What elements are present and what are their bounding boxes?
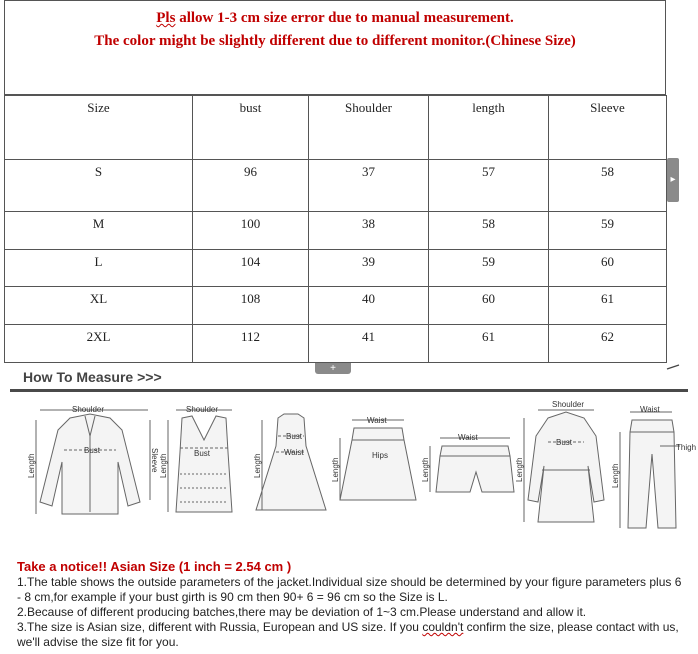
table-cell: S [5,160,193,212]
dress-figure [256,414,326,510]
bust-label: Bust [556,438,573,447]
skirt-figure [340,420,416,500]
notice-pls: Pls [156,10,176,26]
how-to-measure-title: How To Measure >>> [23,369,162,385]
table-row [5,250,667,287]
header-cell: Sleeve [549,96,667,160]
table-cell: 60 [549,250,667,287]
table-cell: 58 [429,212,549,250]
notice-paragraph-3-end: confirm the size, please contact with us, we'll advise the size fit for you. [17,620,679,649]
table-row [5,160,667,212]
length-label: Length [159,453,168,478]
table-header-row [5,96,667,160]
length-label: Length [253,453,262,478]
hips-label: Hips [372,451,389,460]
waist-label: Waist [367,416,387,425]
bust-label: Bust [286,432,303,441]
table-cell: 61 [549,287,667,325]
table-cell: L [5,250,193,287]
jacket-figure [36,410,150,514]
table-row [5,325,667,363]
pants-figure [620,412,680,528]
shoulder-label: Shoulder [552,400,585,409]
bust-label: Bust [194,449,211,458]
table-cell: 41 [309,325,429,363]
table-cell: 2XL [5,325,193,363]
notice-paragraph-1: 1.The table shows the outside parameters of the jacket.Individual size should be determined by your figure parameters plus 6 - 8 cm,for example if your bust girth is 90 cm then 90+ 6 = 96 cm so the Size is L. [17,575,682,604]
thigh-label: Thigh [676,443,697,452]
notice-paragraph-3 [17,620,687,650]
table-cell: 59 [429,250,549,287]
table-cell: 108 [193,287,309,325]
notice-paragraph-3-start: 3.The size is Asian size, different with Russia, European and US size. If you [17,620,423,634]
table-cell: M [5,212,193,250]
header-cell: bust [193,96,309,160]
length-label: Length [331,457,340,482]
table-cell: 37 [309,160,429,212]
coat-figure [524,410,604,522]
waist-label: Waist [458,433,478,442]
tank-top-figure [168,410,232,512]
waist-label: Waist [284,448,304,457]
notice-paragraph-3-misspelled: couldn't [422,620,464,634]
side-expand-tab[interactable]: ▸ [667,158,679,202]
header-cell: length [429,96,549,160]
table-cell: 38 [309,212,429,250]
table-cell: 104 [193,250,309,287]
length-label: Length [421,457,430,482]
notice-heading: Take a notice!! Asian Size (1 inch = 2.54 cm ) [17,559,292,574]
corner-arrow-icon [666,364,680,370]
table-cell: 96 [193,160,309,212]
notice-line-1-text: allow 1-3 cm size error due to manual measurement. [175,10,514,26]
expand-plus-tab[interactable]: + [315,363,351,374]
sleeve-label: Sleeve [150,448,159,473]
length-label: Length [611,463,620,488]
notice-line-2: The color might be slightly different due to different monitor.(Chinese Size) [94,33,576,49]
table-cell: 62 [549,325,667,363]
table-cell: 100 [193,212,309,250]
table-row [5,212,667,250]
table-cell: 60 [429,287,549,325]
shoulder-label: Shoulder [72,405,105,414]
notice-paragraph-2: 2.Because of different producing batches,there may be deviation of 1~3 cm.Please understand and allow it. [17,605,587,619]
notice-box [4,0,666,95]
table-cell: XL [5,287,193,325]
table-cell: 58 [549,160,667,212]
measurement-illustrations [0,392,698,542]
size-notice [17,559,687,650]
shoulder-label: Shoulder [186,405,219,414]
header-cell: Shoulder [309,96,429,160]
table-row [5,287,667,325]
bust-label: Bust [84,446,101,455]
size-table [4,95,667,363]
table-cell: 40 [309,287,429,325]
table-cell: 57 [429,160,549,212]
table-cell: 61 [429,325,549,363]
table-cell: 59 [549,212,667,250]
notice-line-1 [5,10,665,27]
length-label: Length [515,457,524,482]
header-cell: Size [5,96,193,160]
length-label: Length [27,453,36,478]
shorts-figure [430,438,514,492]
table-cell: 39 [309,250,429,287]
waist-label: Waist [640,405,660,414]
table-cell: 112 [193,325,309,363]
